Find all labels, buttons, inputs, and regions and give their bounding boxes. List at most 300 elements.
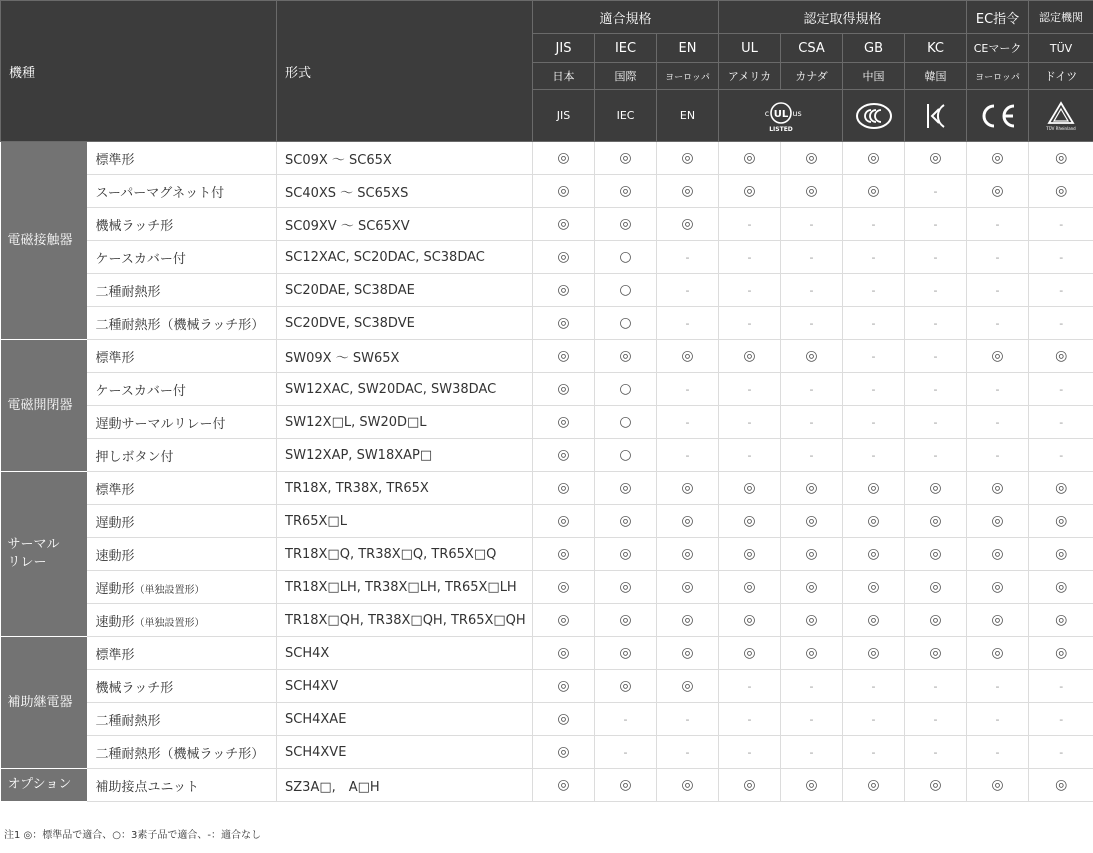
model-cell: TR18X□Q, TR38X□Q, TR65X□Q <box>277 538 533 571</box>
compliance-mark: - <box>843 208 905 241</box>
compliance-mark: ◎ <box>657 142 719 175</box>
compliance-mark: ◎ <box>595 769 657 802</box>
ul-mark-icon <box>746 99 816 133</box>
table-row <box>1 736 1093 769</box>
compliance-mark: - <box>843 373 905 406</box>
ul-listed-text: LISTED <box>768 125 793 133</box>
header-std-en: EN <box>657 34 719 63</box>
model-cell: SCH4XAE <box>277 703 533 736</box>
header-kishu: 機種 <box>1 1 277 142</box>
compliance-mark: ◎ <box>781 472 843 505</box>
compliance-mark: ◎ <box>1029 340 1093 373</box>
header-group-tekigou: 適合規格 <box>533 1 719 34</box>
compliance-mark: ◎ <box>905 604 967 637</box>
table-row <box>1 571 1093 604</box>
table-row <box>1 505 1093 538</box>
compliance-mark: ◎ <box>595 538 657 571</box>
subtype-cell <box>87 769 277 802</box>
table-row <box>1 175 1093 208</box>
compliance-mark: - <box>781 439 843 472</box>
compliance-mark: ◎ <box>781 571 843 604</box>
subtype-label: スーパーマグネット付 <box>95 185 225 201</box>
subtype-cell <box>87 604 277 637</box>
compliance-mark: ◎ <box>595 340 657 373</box>
subtype-cell <box>87 736 277 769</box>
compliance-mark: - <box>1029 208 1093 241</box>
compliance-mark: ◎ <box>595 208 657 241</box>
subtype-note: （単独設置形） <box>134 617 205 629</box>
model-cell: SW12X□L, SW20D□L <box>277 406 533 439</box>
compliance-mark: - <box>905 208 967 241</box>
model-cell: SC40XS ～ SC65XS <box>277 175 533 208</box>
table-body <box>1 142 1093 802</box>
subtype-label: 機械ラッチ形 <box>95 680 174 696</box>
compliance-mark: - <box>595 736 657 769</box>
compliance-mark: ◎ <box>657 538 719 571</box>
compliance-mark: - <box>1029 274 1093 307</box>
compliance-mark: ◎ <box>719 571 781 604</box>
table-row <box>1 406 1093 439</box>
compliance-mark: ◎ <box>781 142 843 175</box>
compliance-mark: - <box>1029 373 1093 406</box>
compliance-mark: ◎ <box>1029 505 1093 538</box>
compliance-mark: ◎ <box>781 340 843 373</box>
compliance-mark: - <box>967 703 1029 736</box>
compliance-mark: ◎ <box>1029 142 1093 175</box>
compliance-mark: ◎ <box>595 505 657 538</box>
subtype-cell <box>87 670 277 703</box>
compliance-mark: ◎ <box>781 637 843 670</box>
table-row <box>1 637 1093 670</box>
header-std-csa: CSA <box>781 34 843 63</box>
table-row <box>1 340 1093 373</box>
compliance-mark: ◎ <box>905 538 967 571</box>
compliance-mark: ◎ <box>719 175 781 208</box>
compliance-mark: ◎ <box>719 340 781 373</box>
compliance-mark: ◎ <box>533 769 595 802</box>
compliance-mark: ◎ <box>1029 175 1093 208</box>
compliance-mark: ◎ <box>533 571 595 604</box>
compliance-mark: - <box>781 703 843 736</box>
model-cell: SCH4X <box>277 637 533 670</box>
compliance-mark: ◎ <box>533 604 595 637</box>
compliance-mark: - <box>967 736 1029 769</box>
subtype-cell <box>87 340 277 373</box>
compliance-mark: - <box>967 670 1029 703</box>
compliance-mark: - <box>843 736 905 769</box>
compliance-mark: - <box>595 703 657 736</box>
compliance-mark: - <box>843 406 905 439</box>
model-cell: SW09X ～ SW65X <box>277 340 533 373</box>
subtype-label: 標準形 <box>95 482 135 498</box>
compliance-mark: - <box>905 307 967 340</box>
compliance-mark: - <box>719 670 781 703</box>
compliance-mark: ◎ <box>905 637 967 670</box>
header-region-america: アメリカ <box>719 63 781 90</box>
header-group-nintei: 認定取得規格 <box>719 1 967 34</box>
compliance-mark: ◎ <box>595 670 657 703</box>
header-region-japan: 日本 <box>533 63 595 90</box>
header-keishiki: 形式 <box>277 1 533 142</box>
compliance-mark: - <box>719 439 781 472</box>
compliance-mark: ○ <box>595 274 657 307</box>
compliance-mark: ◎ <box>1029 472 1093 505</box>
compliance-mark: ◎ <box>719 769 781 802</box>
subtype-label: 速動形 <box>95 614 135 630</box>
header-region-china: 中国 <box>843 63 905 90</box>
compliance-mark: - <box>657 274 719 307</box>
table-row <box>1 142 1093 175</box>
model-cell: SC12XAC, SC20DAC, SC38DAC <box>277 241 533 274</box>
compliance-mark: - <box>967 241 1029 274</box>
subtype-cell <box>87 208 277 241</box>
compliance-mark: - <box>781 241 843 274</box>
compliance-mark: ◎ <box>967 472 1029 505</box>
header-region-europe: ヨーロッパ <box>657 63 719 90</box>
compliance-mark: ◎ <box>533 274 595 307</box>
compliance-mark: ○ <box>595 307 657 340</box>
subtype-cell <box>87 637 277 670</box>
compliance-mark: ◎ <box>533 505 595 538</box>
header-std-ul: UL <box>719 34 781 63</box>
compliance-mark: - <box>967 208 1029 241</box>
compliance-mark: ◎ <box>657 208 719 241</box>
compliance-mark: - <box>719 208 781 241</box>
compliance-mark: ◎ <box>905 769 967 802</box>
compliance-mark: ◎ <box>657 472 719 505</box>
category-cell: サーマル リレー <box>1 472 87 637</box>
header-std-jis: JIS <box>533 34 595 63</box>
compliance-mark: - <box>1029 307 1093 340</box>
compliance-mark: ◎ <box>657 670 719 703</box>
compliance-mark: ◎ <box>595 571 657 604</box>
compliance-mark: - <box>967 373 1029 406</box>
compliance-mark: ○ <box>595 439 657 472</box>
tuv-logo-text: TÜV Rheinland <box>1046 125 1076 131</box>
compliance-mark: ◎ <box>967 340 1029 373</box>
compliance-mark: ◎ <box>843 472 905 505</box>
compliance-mark: ◎ <box>533 736 595 769</box>
header-group-ec: EC指令 <box>967 1 1029 34</box>
compliance-mark: ◎ <box>967 142 1029 175</box>
compliance-mark: ◎ <box>967 505 1029 538</box>
table-row <box>1 670 1093 703</box>
compliance-mark: - <box>1029 670 1093 703</box>
category-cell: 補助継電器 <box>1 637 87 769</box>
compliance-mark: ◎ <box>657 604 719 637</box>
compliance-mark: - <box>719 373 781 406</box>
kc-logo <box>905 90 967 142</box>
subtype-label: 速動形 <box>95 548 135 564</box>
table-row <box>1 439 1093 472</box>
compliance-mark: ◎ <box>781 604 843 637</box>
table-row <box>1 538 1093 571</box>
subtype-label: 遅動サーマルリレー付 <box>95 416 226 432</box>
subtype-label: ケースカバー付 <box>95 383 186 399</box>
subtype-label: 遅動形 <box>95 581 135 597</box>
table-row <box>1 307 1093 340</box>
compliance-mark: - <box>719 307 781 340</box>
compliance-mark: ◎ <box>657 340 719 373</box>
table-row <box>1 703 1093 736</box>
subtype-label: ケースカバー付 <box>95 251 186 267</box>
jis-logo: JIS <box>533 90 595 142</box>
compliance-mark: ◎ <box>533 307 595 340</box>
compliance-mark: ◎ <box>595 604 657 637</box>
compliance-mark: ◎ <box>533 670 595 703</box>
compliance-mark: ○ <box>595 373 657 406</box>
compliance-mark: ◎ <box>595 637 657 670</box>
table-row <box>1 208 1093 241</box>
compliance-mark: - <box>843 307 905 340</box>
compliance-mark: - <box>843 703 905 736</box>
category-cell: 電磁接触器 <box>1 142 87 340</box>
compliance-mark: - <box>719 703 781 736</box>
compliance-mark: - <box>843 241 905 274</box>
compliance-mark: ◎ <box>533 439 595 472</box>
ul-c-text: c <box>764 108 769 118</box>
table-header <box>1 1 1093 142</box>
compliance-mark: - <box>843 340 905 373</box>
header-region-germany: ドイツ <box>1029 63 1093 90</box>
ul-mark-text: UL <box>773 108 788 120</box>
compliance-mark: - <box>719 736 781 769</box>
category-cell: オプション <box>1 769 87 802</box>
compliance-mark: ◎ <box>657 571 719 604</box>
subtype-cell <box>87 472 277 505</box>
subtype-label: 標準形 <box>95 350 135 366</box>
compliance-mark: ◎ <box>657 505 719 538</box>
compliance-mark: - <box>843 670 905 703</box>
compliance-mark: ◎ <box>905 505 967 538</box>
tuv-mark-icon <box>1041 100 1081 132</box>
compliance-mark: ◎ <box>719 538 781 571</box>
subtype-cell <box>87 274 277 307</box>
ul-us-text: us <box>791 108 802 118</box>
compliance-mark: ◎ <box>595 175 657 208</box>
compliance-mark: ◎ <box>595 472 657 505</box>
ce-mark-icon <box>976 101 1020 131</box>
compliance-mark: - <box>967 274 1029 307</box>
model-cell: TR65X□L <box>277 505 533 538</box>
compliance-mark: ◎ <box>843 142 905 175</box>
compliance-mark: - <box>967 307 1029 340</box>
compliance-mark: ◎ <box>905 142 967 175</box>
table-row <box>1 373 1093 406</box>
compliance-mark: ◎ <box>843 571 905 604</box>
compliance-mark: ◎ <box>533 208 595 241</box>
compliance-mark: ◎ <box>533 340 595 373</box>
model-cell: SC09X ～ SC65X <box>277 142 533 175</box>
header-group-kikan: 認定機関 <box>1029 1 1093 34</box>
compliance-mark: ◎ <box>719 505 781 538</box>
subtype-cell <box>87 505 277 538</box>
compliance-mark: - <box>905 439 967 472</box>
compliance-mark: - <box>905 373 967 406</box>
compliance-mark: ◎ <box>533 241 595 274</box>
compliance-mark: ◎ <box>1029 538 1093 571</box>
compliance-mark: ◎ <box>967 604 1029 637</box>
compliance-mark: ◎ <box>967 637 1029 670</box>
compliance-mark: - <box>905 274 967 307</box>
compliance-mark: ◎ <box>967 571 1029 604</box>
compliance-mark: ◎ <box>781 538 843 571</box>
model-cell: SCH4XV <box>277 670 533 703</box>
model-cell: TR18X□QH, TR38X□QH, TR65X□QH <box>277 604 533 637</box>
ce-logo <box>967 90 1029 142</box>
compliance-mark: - <box>905 736 967 769</box>
compliance-mark: ◎ <box>719 604 781 637</box>
iec-logo: IEC <box>595 90 657 142</box>
compliance-mark: ◎ <box>781 505 843 538</box>
compliance-mark: ◎ <box>843 175 905 208</box>
compliance-mark: - <box>781 406 843 439</box>
compliance-mark: - <box>843 439 905 472</box>
compliance-mark: - <box>905 703 967 736</box>
compliance-mark: ◎ <box>1029 571 1093 604</box>
compliance-mark: ◎ <box>843 538 905 571</box>
compliance-mark: ◎ <box>781 769 843 802</box>
header-region-intl: 国際 <box>595 63 657 90</box>
compliance-mark: - <box>657 736 719 769</box>
subtype-label: 標準形 <box>95 647 135 663</box>
compliance-mark: - <box>967 406 1029 439</box>
ccc-mark-icon <box>854 101 894 131</box>
category-cell: 電磁開閉器 <box>1 340 87 472</box>
compliance-mark: ◎ <box>719 472 781 505</box>
compliance-mark: ◎ <box>967 538 1029 571</box>
header-std-ce: CEマーク <box>967 34 1029 63</box>
compliance-mark: ◎ <box>657 637 719 670</box>
subtype-label: 二種耐熱形 <box>95 713 161 729</box>
header-region-canada: カナダ <box>781 63 843 90</box>
compliance-mark: - <box>967 439 1029 472</box>
compliance-mark: - <box>657 439 719 472</box>
compliance-mark: ◎ <box>719 142 781 175</box>
compliance-mark: ○ <box>595 406 657 439</box>
compliance-mark: ◎ <box>1029 769 1093 802</box>
compliance-mark: ◎ <box>967 769 1029 802</box>
compliance-mark: ◎ <box>533 472 595 505</box>
compliance-mark: ◎ <box>1029 637 1093 670</box>
compliance-mark: - <box>657 307 719 340</box>
subtype-cell <box>87 142 277 175</box>
model-cell: TR18X□LH, TR38X□LH, TR65X□LH <box>277 571 533 604</box>
subtype-cell <box>87 241 277 274</box>
compliance-mark: ◎ <box>533 175 595 208</box>
cul-us-listed-logo <box>719 90 843 142</box>
compliance-mark: ◎ <box>967 175 1029 208</box>
header-std-tuv: TÜV <box>1029 34 1093 63</box>
model-cell: SW12XAC, SW20DAC, SW38DAC <box>277 373 533 406</box>
compliance-mark: - <box>657 406 719 439</box>
model-cell: TR18X, TR38X, TR65X <box>277 472 533 505</box>
compliance-mark: - <box>1029 736 1093 769</box>
compliance-mark: - <box>781 373 843 406</box>
compliance-mark: - <box>1029 406 1093 439</box>
compliance-mark: - <box>781 208 843 241</box>
table-row <box>1 472 1093 505</box>
subtype-label: 二種耐熱形 <box>95 284 161 300</box>
compliance-mark: ◎ <box>533 637 595 670</box>
compliance-mark: ◎ <box>843 505 905 538</box>
compliance-mark: ◎ <box>1029 604 1093 637</box>
compliance-mark: ◎ <box>533 538 595 571</box>
ccc-logo <box>843 90 905 142</box>
compliance-mark: - <box>719 406 781 439</box>
compliance-mark: - <box>1029 241 1093 274</box>
subtype-cell <box>87 373 277 406</box>
compliance-mark: ◎ <box>533 406 595 439</box>
model-cell: SW12XAP, SW18XAP□ <box>277 439 533 472</box>
header-std-iec: IEC <box>595 34 657 63</box>
compliance-mark: - <box>1029 439 1093 472</box>
compliance-mark: - <box>781 307 843 340</box>
compliance-mark: - <box>781 274 843 307</box>
model-cell: SC20DVE, SC38DVE <box>277 307 533 340</box>
subtype-cell <box>87 175 277 208</box>
compliance-mark: ◎ <box>657 769 719 802</box>
compliance-mark: ◎ <box>843 604 905 637</box>
footnote: 注1 ◎：標準品で適合、○：3素子品で適合、-：適合なし <box>4 830 261 841</box>
header-std-gb: GB <box>843 34 905 63</box>
kc-mark-icon <box>924 101 948 131</box>
model-cell: SZ3A□, A□H <box>277 769 533 802</box>
header-std-kc: KC <box>905 34 967 63</box>
subtype-cell <box>87 571 277 604</box>
subtype-label: 二種耐熱形（機械ラッチ形） <box>95 317 265 333</box>
table-row <box>1 604 1093 637</box>
table-row <box>1 769 1093 802</box>
header-region-europe-ce: ヨーロッパ <box>967 63 1029 90</box>
en-logo: EN <box>657 90 719 142</box>
compliance-mark: ◎ <box>843 637 905 670</box>
tuv-logo <box>1029 90 1093 142</box>
compliance-mark: - <box>719 274 781 307</box>
compliance-mark: - <box>905 241 967 274</box>
compliance-mark: - <box>1029 703 1093 736</box>
compliance-mark: ◎ <box>905 472 967 505</box>
model-cell: SC20DAE, SC38DAE <box>277 274 533 307</box>
subtype-note: （単独設置形） <box>134 584 205 596</box>
subtype-cell <box>87 307 277 340</box>
compliance-mark: ◎ <box>533 373 595 406</box>
subtype-label: 遅動形 <box>95 515 135 531</box>
compliance-mark: - <box>905 340 967 373</box>
compliance-mark: ◎ <box>533 142 595 175</box>
table-row <box>1 274 1093 307</box>
compliance-mark: ◎ <box>533 703 595 736</box>
subtype-cell <box>87 703 277 736</box>
table-row <box>1 241 1093 274</box>
subtype-label: 押しボタン付 <box>95 449 174 465</box>
compliance-mark: - <box>905 175 967 208</box>
compliance-mark: - <box>657 241 719 274</box>
header-region-korea: 韓国 <box>905 63 967 90</box>
subtype-cell <box>87 538 277 571</box>
subtype-cell <box>87 406 277 439</box>
compliance-mark: ◎ <box>781 175 843 208</box>
compliance-mark: ◎ <box>657 175 719 208</box>
compliance-mark: - <box>719 241 781 274</box>
model-cell: SCH4XVE <box>277 736 533 769</box>
compliance-mark: ◎ <box>905 571 967 604</box>
subtype-label: 標準形 <box>95 152 135 168</box>
compliance-mark: ◎ <box>595 142 657 175</box>
compliance-mark: ○ <box>595 241 657 274</box>
subtype-cell <box>87 439 277 472</box>
compliance-mark: - <box>905 670 967 703</box>
